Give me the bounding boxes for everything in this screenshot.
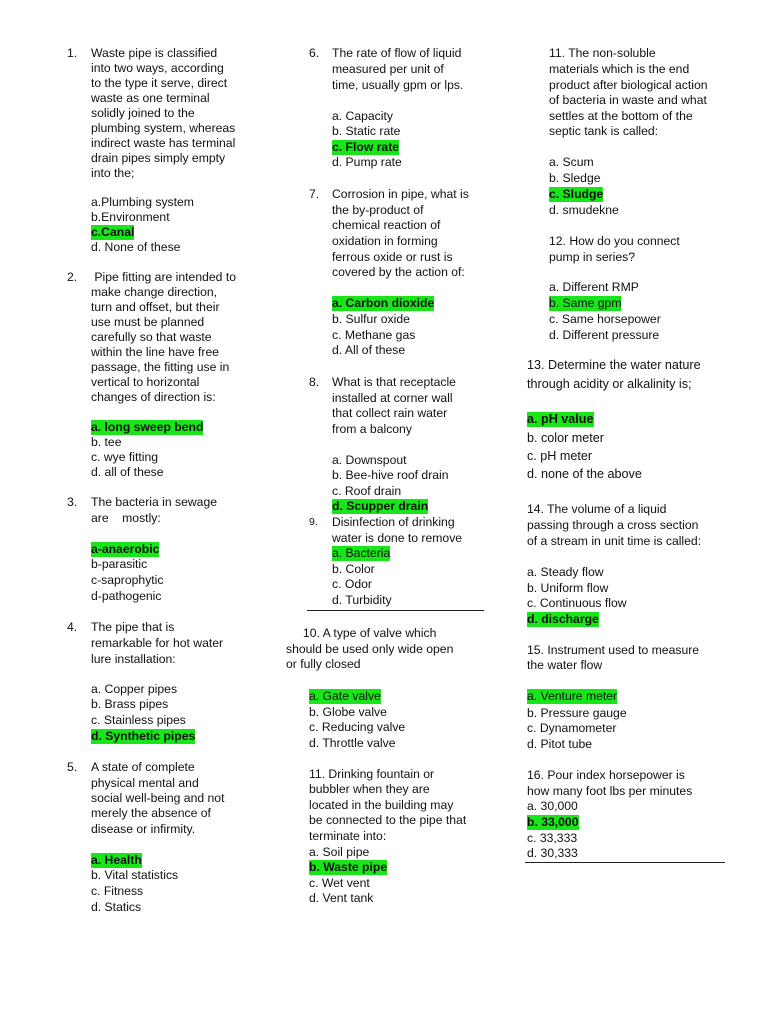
option: c. Fitness bbox=[91, 884, 144, 898]
question-text: 11. Drinking fountain or bbox=[309, 767, 435, 781]
question-text: 12. How do you connect bbox=[549, 234, 680, 248]
question-text: that collect rain water bbox=[332, 406, 448, 420]
option: b.Environment bbox=[91, 210, 170, 224]
correct-answer: a-anaerobic bbox=[91, 542, 160, 556]
question-text: are mostly: bbox=[91, 511, 161, 525]
option: a. Downspout bbox=[332, 453, 407, 467]
option: b. Sulfur oxide bbox=[332, 312, 410, 326]
option: c. Stainless pipes bbox=[91, 713, 186, 727]
option: c. Methane gas bbox=[332, 328, 416, 342]
question-text: Disinfection of drinking bbox=[332, 515, 455, 529]
option: b. Globe valve bbox=[309, 705, 387, 719]
option: a. 30,000 bbox=[527, 799, 578, 813]
question-text: make change direction, bbox=[91, 285, 218, 299]
option: c. Continuous flow bbox=[527, 596, 627, 610]
text-fragment: turn and offset, but their bbox=[91, 300, 220, 314]
option: c. Dynamometer bbox=[527, 721, 617, 735]
option: c. pH meter bbox=[527, 449, 593, 463]
question-text: carefully so that waste bbox=[91, 330, 212, 344]
question-text: passing through a cross section bbox=[527, 518, 699, 532]
question-text: plumbing system, whereas bbox=[91, 121, 236, 135]
correct-answer: a. Gate valve bbox=[309, 689, 381, 703]
question-text: to the type it serve, direct bbox=[91, 76, 228, 90]
correct-answer: a. Health bbox=[91, 853, 142, 867]
divider-line bbox=[525, 862, 725, 863]
option: b. Sledge bbox=[549, 171, 601, 185]
option: d. none of the above bbox=[527, 467, 642, 481]
correct-answer: d. discharge bbox=[527, 612, 599, 626]
question-text: Corrosion in pipe, what is bbox=[332, 187, 469, 201]
question-text: social well-being and not bbox=[91, 791, 225, 805]
correct-answer: d. Synthetic pipes bbox=[91, 729, 196, 743]
question-text: product after biological action bbox=[549, 78, 708, 92]
question-text: The bacteria in sewage bbox=[91, 495, 218, 509]
question-text: 15. Instrument used to measure bbox=[527, 643, 700, 657]
question-text: 13. Determine the water nature bbox=[527, 358, 701, 372]
option: c. 33,333 bbox=[527, 831, 578, 845]
question-text: oxidation in forming bbox=[332, 234, 438, 248]
question-text bbox=[91, 300, 241, 315]
question-text: chemical reaction of bbox=[332, 218, 441, 232]
question-text: changes of direction is: bbox=[91, 390, 216, 404]
correct-answer: b. Same gpm bbox=[549, 296, 622, 310]
question-text: The pipe that is bbox=[91, 620, 175, 634]
question-text: the water flow bbox=[527, 658, 603, 672]
option: d. Throttle valve bbox=[309, 736, 396, 750]
question-text: septic tank is called: bbox=[549, 124, 659, 138]
option: a. Soil pipe bbox=[309, 845, 370, 859]
option: b-parasitic bbox=[91, 557, 148, 571]
option: d. all of these bbox=[91, 465, 164, 479]
question-text: installed at corner wall bbox=[332, 391, 453, 405]
correct-answer: a. pH value bbox=[527, 412, 594, 426]
option: a. Scum bbox=[549, 155, 594, 169]
question-text: located in the building may bbox=[309, 798, 454, 812]
question-number: 6. bbox=[309, 46, 320, 60]
question-text: waste as one terminal bbox=[91, 91, 210, 105]
option: b. Uniform flow bbox=[527, 581, 609, 595]
option: d. Pump rate bbox=[332, 155, 402, 169]
question-text: materials which is the end bbox=[549, 62, 690, 76]
question-text: water is done to remove bbox=[332, 531, 463, 545]
option: b. color meter bbox=[527, 431, 604, 445]
option: c. Roof drain bbox=[332, 484, 402, 498]
question-text: should be used only wide open bbox=[286, 642, 454, 656]
question-text: measured per unit of bbox=[332, 62, 444, 76]
option: d. Vent tank bbox=[309, 891, 374, 905]
question-text: of bacteria in waste and what bbox=[549, 93, 707, 107]
option: b. Static rate bbox=[332, 124, 401, 138]
question-text: bubbler when they are bbox=[309, 782, 430, 796]
option: b. Brass pipes bbox=[91, 697, 169, 711]
question-text: the by-product of bbox=[332, 203, 424, 217]
option: b. tee bbox=[91, 435, 122, 449]
option: c-saprophytic bbox=[91, 573, 164, 587]
question-text: ferrous oxide or rust is bbox=[332, 250, 453, 264]
option: b. Pressure gauge bbox=[527, 706, 627, 720]
question-text: disease or infirmity. bbox=[91, 822, 196, 836]
question-text: of a stream in unit time is called: bbox=[527, 534, 702, 548]
question-number: 9. bbox=[309, 516, 318, 528]
option: a.Plumbing system bbox=[91, 195, 194, 209]
question-text: passage, the fitting use in bbox=[91, 360, 230, 374]
question-text: Waste pipe is classified bbox=[91, 46, 218, 60]
option: a. Different RMP bbox=[549, 280, 639, 294]
option: a. Steady flow bbox=[527, 565, 604, 579]
question-text: 16. Pour index horsepower is bbox=[527, 768, 685, 782]
question-text: The rate of flow of liquid bbox=[332, 46, 462, 60]
question-text: or fully closed bbox=[286, 657, 361, 671]
question-text: use must be planned bbox=[91, 315, 205, 329]
question-text: 10. A type of valve which bbox=[286, 626, 437, 640]
question-text: vertical to horizontal bbox=[91, 375, 200, 389]
question-number: 5. bbox=[67, 760, 78, 774]
question-text: through acidity or alkalinity is; bbox=[527, 377, 692, 391]
correct-answer: c. Sludge bbox=[549, 187, 604, 201]
correct-answer: a. Bacteria bbox=[332, 546, 391, 560]
question-text: A state of complete bbox=[91, 760, 195, 774]
question-number: 7. bbox=[309, 187, 320, 201]
correct-answer: c. Flow rate bbox=[332, 140, 400, 154]
question-text: lure installation: bbox=[91, 652, 176, 666]
option: a. Copper pipes bbox=[91, 682, 178, 696]
question-text: time, usually gpm or lps. bbox=[332, 78, 464, 92]
question-number: 1. bbox=[67, 46, 78, 60]
option: b. Color bbox=[332, 562, 375, 576]
option: c. Reducing valve bbox=[309, 720, 406, 734]
question-text: into the; bbox=[91, 166, 135, 180]
question-text: terminate into: bbox=[309, 829, 387, 843]
question-text: covered by the action of: bbox=[332, 265, 465, 279]
question-number: 2. bbox=[67, 270, 78, 284]
option: d. 30,333 bbox=[527, 846, 578, 860]
correct-answer: c.Canal bbox=[91, 225, 135, 239]
option: d. Statics bbox=[91, 900, 142, 914]
question-text: 11. The non-soluble bbox=[549, 46, 656, 60]
question-text: drain pipes simply empty bbox=[91, 151, 226, 165]
correct-answer: b. Waste pipe bbox=[309, 860, 388, 874]
divider-line bbox=[307, 610, 484, 611]
question-text: within the line have free bbox=[91, 345, 220, 359]
option: d. None of these bbox=[91, 240, 181, 254]
correct-answer: a. long sweep bend bbox=[91, 420, 204, 434]
option: d. Turbidity bbox=[332, 593, 392, 607]
question-text: What is that receptacle bbox=[332, 375, 456, 389]
question-text: solidly joined to the bbox=[91, 106, 195, 120]
option: d. smudekne bbox=[549, 203, 619, 217]
option: c. wye fitting bbox=[91, 450, 159, 464]
correct-answer: a. Carbon dioxide bbox=[332, 296, 435, 310]
question-text: from a balcony bbox=[332, 422, 412, 436]
question-text: merely the absence of bbox=[91, 806, 211, 820]
question-text: into two ways, according bbox=[91, 61, 224, 75]
question-number: 8. bbox=[309, 375, 320, 389]
option: d. Pitot tube bbox=[527, 737, 593, 751]
question-text: remarkable for hot water bbox=[91, 636, 224, 650]
question-text: physical mental and bbox=[91, 776, 199, 790]
option: d. All of these bbox=[332, 343, 406, 357]
option: c. Odor bbox=[332, 577, 372, 591]
question-text: pump in series? bbox=[549, 250, 636, 264]
option: b. Vital statistics bbox=[91, 868, 179, 882]
question-text: be connected to the pipe that bbox=[309, 813, 467, 827]
option: a. Capacity bbox=[332, 109, 393, 123]
question-text: settles at the bottom of the bbox=[549, 109, 693, 123]
question-number: 3. bbox=[67, 495, 78, 509]
option: c. Same horsepower bbox=[549, 312, 661, 326]
question-text: how many foot lbs per minutes bbox=[527, 784, 693, 798]
correct-answer: d. Scupper drain bbox=[332, 499, 429, 513]
question-text: indirect waste has terminal bbox=[91, 136, 236, 150]
option: d-pathogenic bbox=[91, 589, 162, 603]
correct-answer: a. Venture meter bbox=[527, 689, 618, 703]
option: c. Wet vent bbox=[309, 876, 370, 890]
question-text: 14. The volume of a liquid bbox=[527, 502, 667, 516]
option: d. Different pressure bbox=[549, 328, 660, 342]
correct-answer: b. 33,000 bbox=[527, 815, 579, 829]
question-text: Pipe fitting are intended to bbox=[91, 270, 236, 284]
option: b. Bee-hive roof drain bbox=[332, 468, 449, 482]
question-number: 4. bbox=[67, 620, 78, 634]
